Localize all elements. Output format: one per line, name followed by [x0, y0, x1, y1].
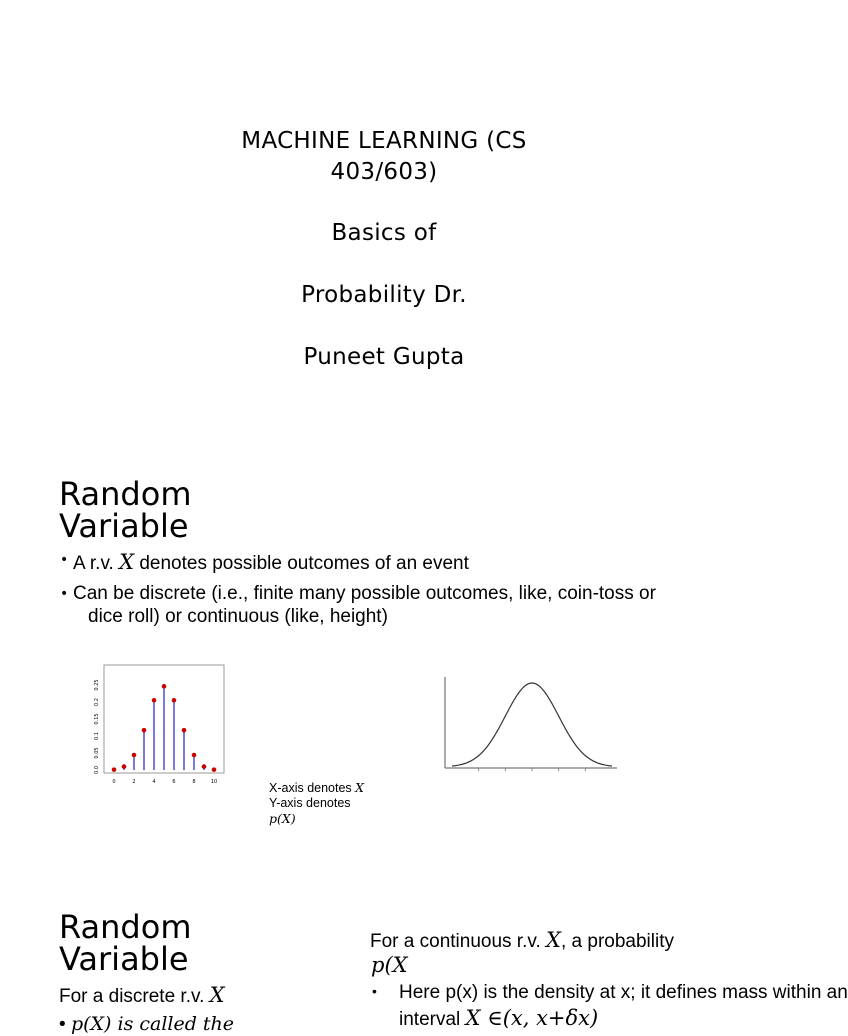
y-tick-label: 0.2 — [94, 698, 100, 706]
subtitle-line2: Probability Dr. — [301, 282, 467, 308]
bullet-dot: • — [60, 586, 69, 602]
right-text: For a continuous r.v. — [370, 931, 547, 952]
slide-heading — [59, 908, 192, 978]
data-point — [162, 684, 167, 689]
data-point — [192, 753, 197, 758]
bullet-text: A r.v. — [73, 553, 120, 574]
heading-line1: Random — [59, 475, 192, 513]
pmf-bullet: • p(X) is called the — [59, 1013, 235, 1035]
x-tick-label: 10 — [210, 779, 218, 785]
heading-line2: Variable — [59, 507, 189, 545]
discrete-rv-text — [59, 983, 225, 1008]
heading-line1: Random — [59, 908, 192, 946]
x-tick-label: 8 — [192, 779, 196, 785]
continuous-density-chart — [440, 675, 622, 773]
slide-subtitle: Basics of — [331, 220, 437, 246]
bullet-dot: • — [60, 552, 69, 568]
pmf-bullet-text: p(X) is called the — [70, 1013, 235, 1035]
slide-heading — [59, 475, 192, 545]
caption-x-text: X-axis denotes — [269, 781, 356, 795]
x-tick-label: 6 — [172, 779, 176, 785]
y-tick-label: 0.0 — [94, 766, 100, 774]
left-text: For a discrete r.v. — [59, 986, 210, 1007]
right-text: , a probability — [560, 931, 674, 952]
y-tick-label: 0.05 — [94, 747, 100, 759]
x-tick-label: 2 — [132, 779, 136, 785]
interval-pre: interval — [399, 1009, 466, 1030]
data-point — [172, 698, 177, 703]
y-tick-label: 0.25 — [94, 679, 100, 691]
x-tick-label: 0 — [112, 779, 116, 785]
math-var: X — [546, 928, 561, 952]
bullet-discrete-continuous-cont: dice roll) or continuous (like, height) — [88, 606, 388, 627]
caption-x-math: X — [355, 780, 365, 795]
data-point — [182, 728, 187, 733]
data-point — [212, 767, 217, 772]
density-curve — [452, 683, 612, 766]
math-var: X — [119, 550, 135, 574]
course-title-line1: MACHINE LEARNING (CS — [241, 128, 527, 154]
data-point — [112, 767, 117, 772]
interval-text — [399, 1006, 598, 1031]
interval-math: X ∈(x, x+δx) — [465, 1006, 599, 1030]
y-tick-label: 0.15 — [94, 713, 100, 725]
caption-y-math: p(X) — [269, 811, 296, 826]
data-point — [132, 753, 137, 758]
continuous-rv-text — [370, 928, 674, 953]
data-point — [122, 764, 127, 769]
axis-caption — [269, 780, 364, 826]
bullet-text: denotes possible outcomes of an event — [134, 553, 469, 574]
heading-line2: Variable — [59, 940, 189, 978]
x-tick-label: 4 — [152, 779, 156, 785]
math-var: X — [209, 983, 225, 1007]
density-bullet: Here p(x) is the density at x; it defines mass within an — [399, 982, 848, 1003]
course-title-line2: 403/603) — [330, 159, 438, 185]
data-point — [152, 698, 157, 703]
bullet-discrete-continuous: Can be discrete (i.e., finite many possible outcomes, like, coin-toss or — [73, 583, 656, 604]
bullet-rv-definition — [73, 550, 469, 575]
data-point — [202, 764, 207, 769]
author-name: Puneet Gupta — [303, 344, 465, 370]
caption-y-text: Y-axis denotes — [269, 796, 351, 810]
bullet-dot: • — [372, 983, 377, 999]
discrete-pmf-chart — [86, 660, 232, 790]
y-tick-label: 0.1 — [94, 732, 100, 740]
density-math: p(X — [371, 953, 408, 977]
data-point — [142, 728, 147, 733]
